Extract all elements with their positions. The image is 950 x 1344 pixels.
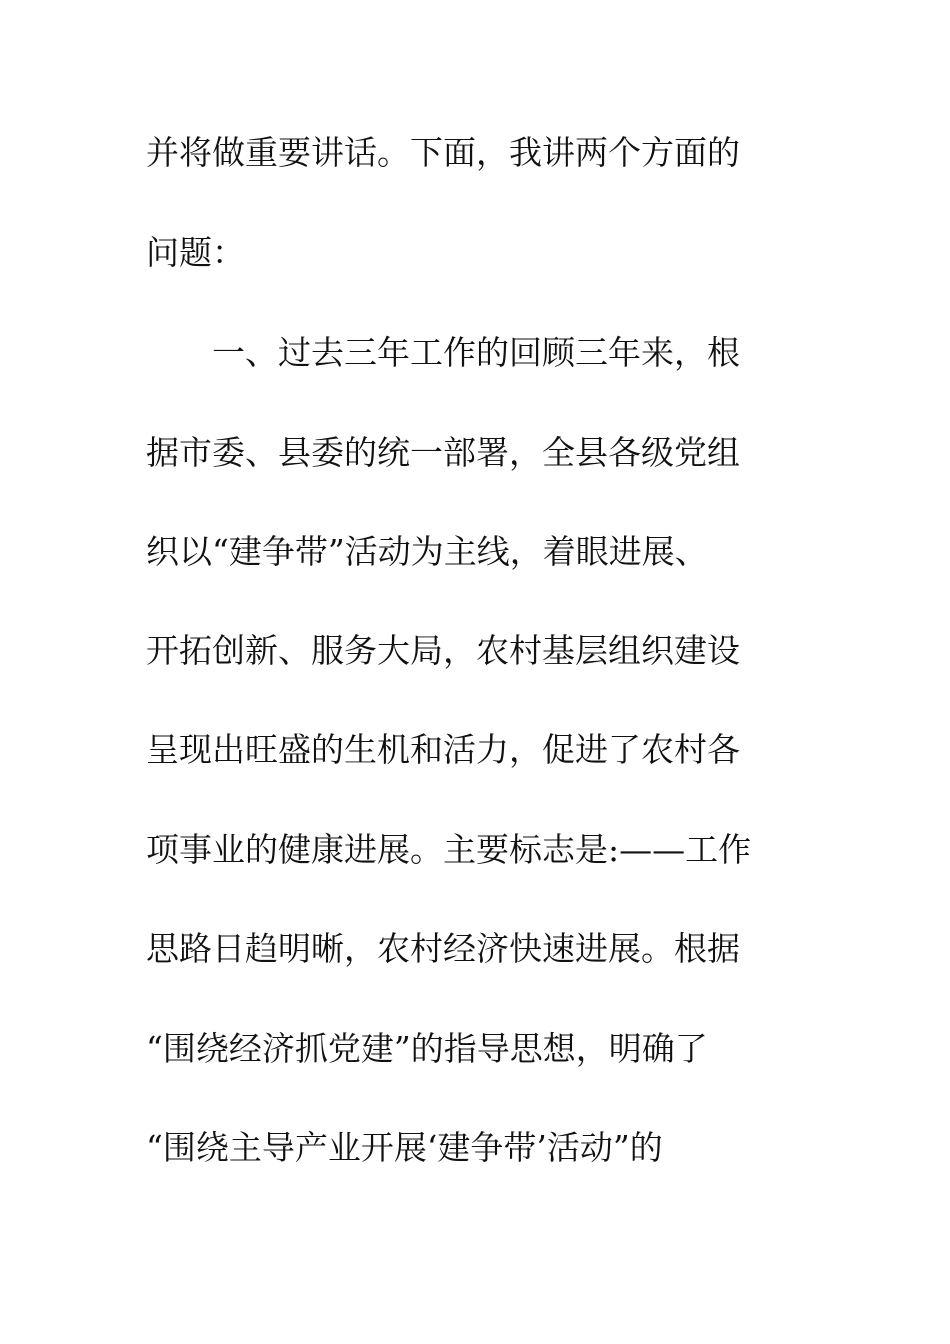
paragraph-line: “围绕主导产业开展‘建争带’活动”的 bbox=[146, 1128, 663, 1167]
paragraph-line: “围绕经济抓党建”的指导思想，明确了 bbox=[146, 1029, 708, 1068]
section-heading-line: 一、过去三年工作的回顾三年来，根 bbox=[212, 333, 740, 372]
paragraph-line: 思路日趋明晰，农村经济快速进展。根据 bbox=[146, 929, 740, 968]
paragraph-line: 开拓创新、服务大局，农村基层组织建设 bbox=[146, 631, 740, 670]
paragraph-line: 织以“建争带”活动为主线，着眼进展、 bbox=[146, 532, 708, 571]
paragraph-line: 并将做重要讲话。下面，我讲两个方面的 bbox=[146, 133, 740, 172]
paragraph-line: 呈现出旺盛的生机和活力，促进了农村各 bbox=[146, 730, 740, 769]
paragraph-line: 问题： bbox=[146, 233, 245, 272]
paragraph-line: 据市委、县委的统一部署，全县各级党组 bbox=[146, 433, 740, 472]
paragraph-line: 项事业的健康进展。主要标志是:——工作 bbox=[146, 830, 752, 869]
